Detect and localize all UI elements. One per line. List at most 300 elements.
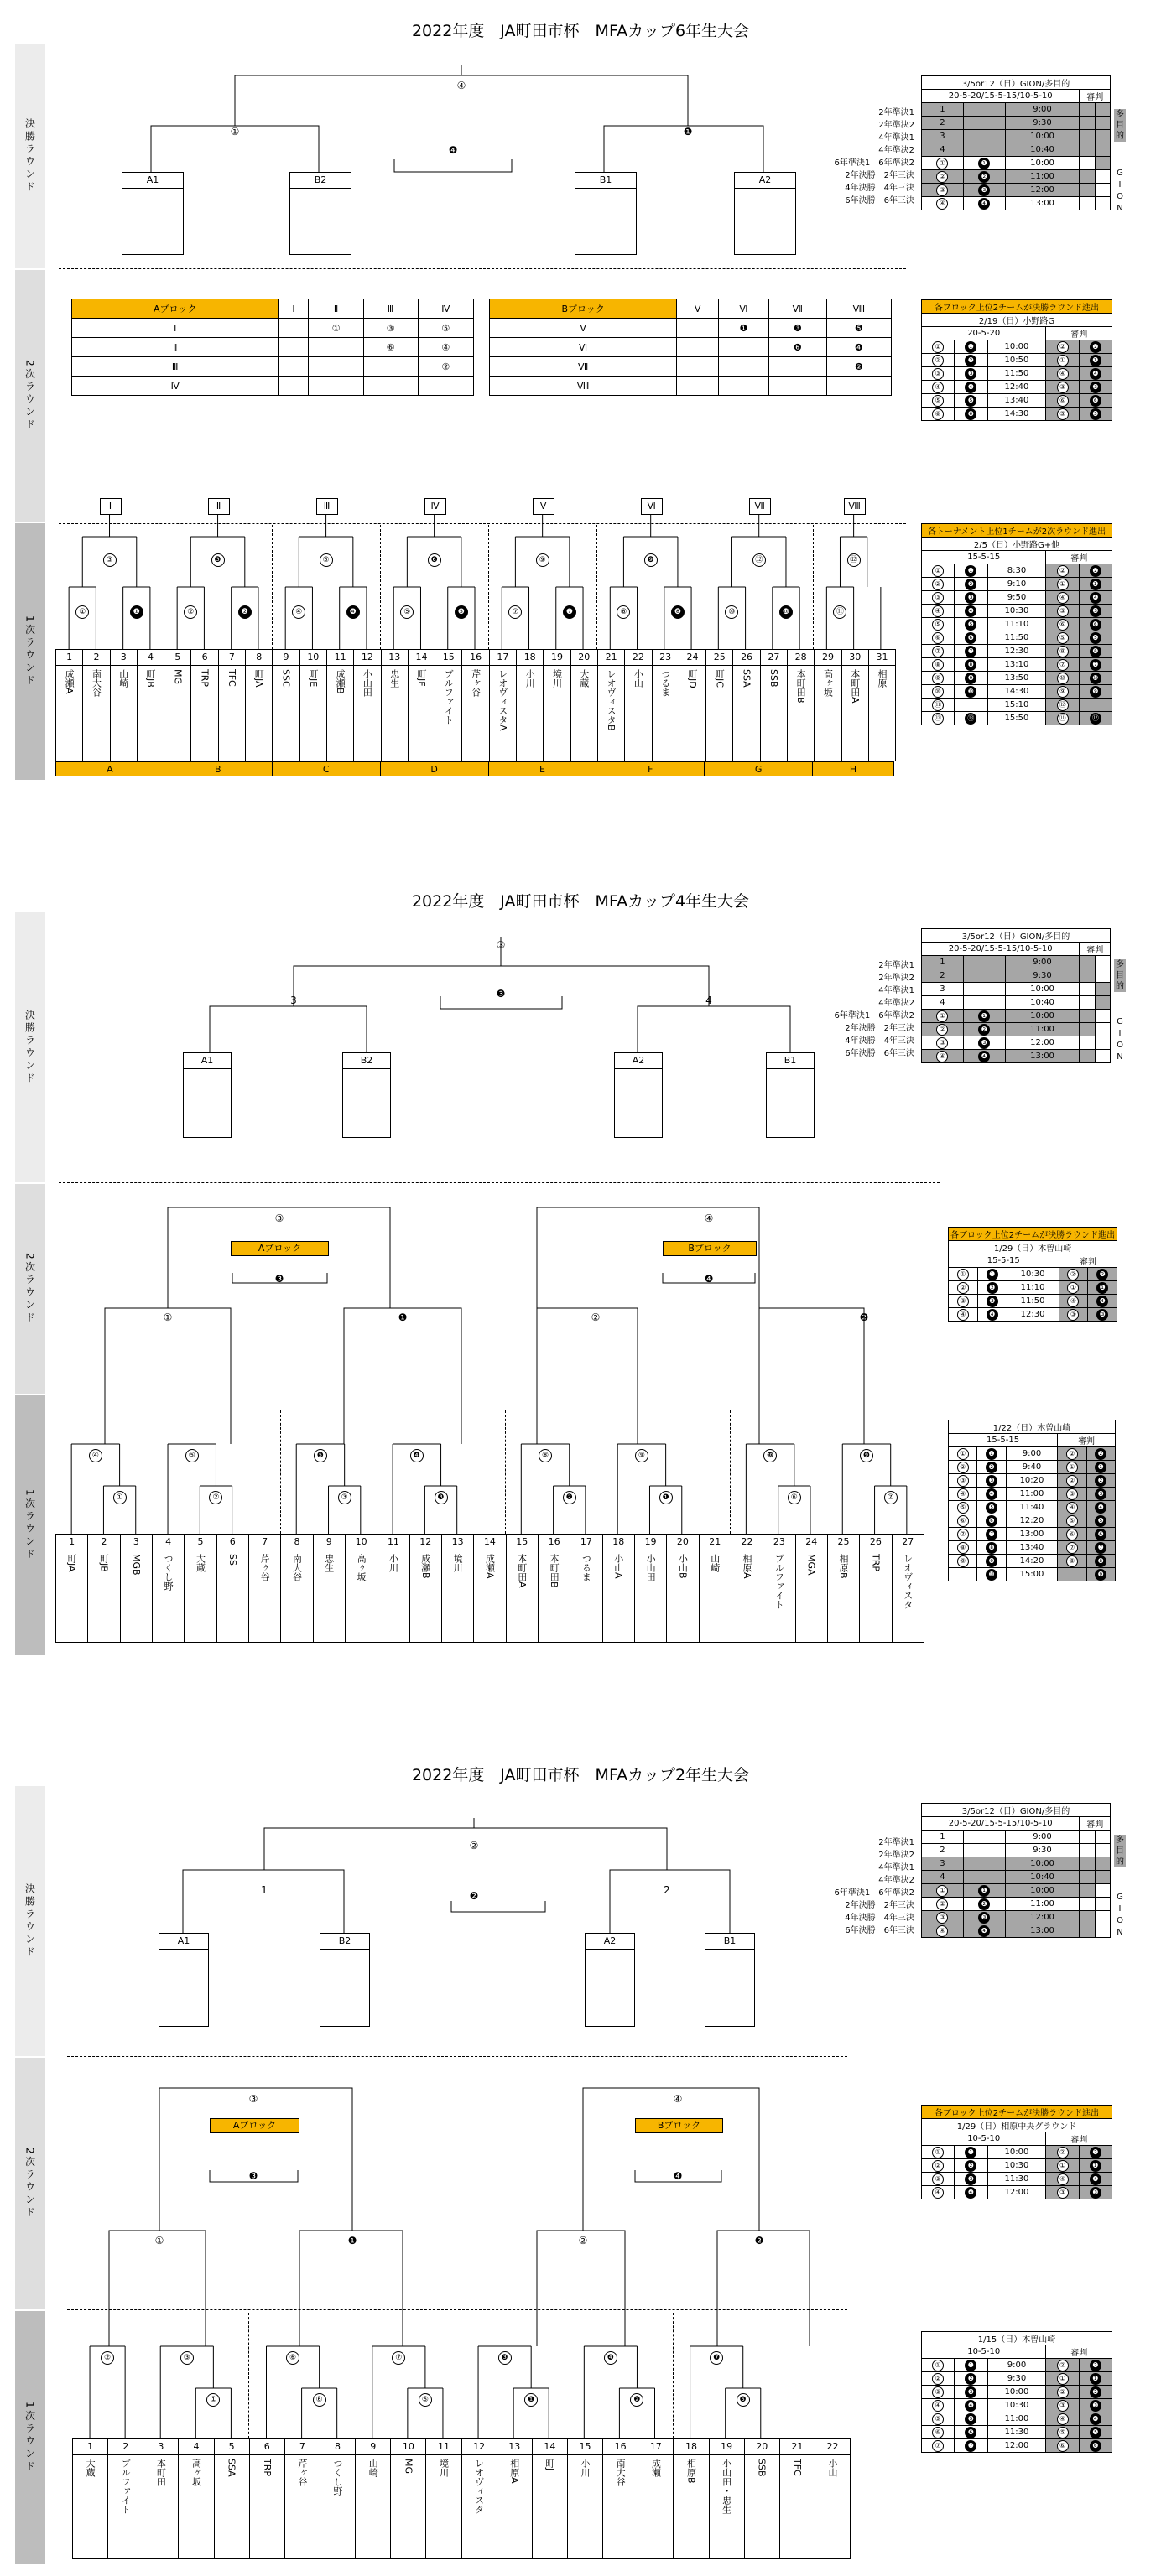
team-cell: [285, 2439, 320, 2558]
team-cell: [603, 1535, 635, 1642]
team-number: 7: [249, 1535, 280, 1550]
pool-match: ⑥: [788, 1491, 801, 1504]
team-cell: [462, 650, 489, 761]
pool-match-final: ❹: [604, 2351, 617, 2365]
round1-schedule-4: 1/22（日）木曽山崎 15-5-15 審判 ① ❶ 9:00 ② ❷ ② ❷ 9:40 ① ❶ ③ ❸ 10:20 ② ❷ ④ ❹ 11:00 ③ ❸ ⑤ ❺ 11:40 ④ ❹ ⑥ ❻ 12:20 ⑤ ❺ ⑦ ❼ 13:00 ⑥ ❻ ⑧ ❽ 13:40 ⑦ ❼ ⑨ ❾ 14:20 ⑧ ❽ ❿ 15:00 ❾: [948, 1420, 1116, 1581]
team-cell: [108, 2439, 143, 2558]
team-name: つくし野: [332, 2459, 344, 2496]
team-name: MG: [172, 669, 184, 685]
team-name: 山崎: [367, 2459, 379, 2477]
pool-match-final: ③: [180, 2351, 194, 2365]
r2-a-left: ①: [163, 1311, 173, 1323]
schedule-row: ⑫ ⑬ 15:50 ⑪ ⑫: [922, 712, 1112, 725]
team-cell: [88, 1535, 120, 1642]
team-cell: [544, 650, 570, 761]
team-cell: [635, 1535, 667, 1642]
team-number: 14: [533, 2439, 567, 2455]
pool-match: ⑩: [725, 605, 738, 619]
team-number: 23: [763, 1535, 794, 1550]
group-label: E: [489, 761, 597, 776]
team-name: SSC: [280, 669, 292, 688]
final-left-label: 1: [261, 1884, 268, 1896]
venue-side-label-6b: G I O N: [1117, 169, 1123, 213]
team-number: 14: [409, 650, 435, 666]
team-cell: [733, 650, 760, 761]
schedule-row: ⑦ ❼ 13:00 ⑥ ❻: [949, 1528, 1116, 1541]
team-cell: [731, 1535, 763, 1642]
final-top-label: ③: [496, 939, 506, 951]
team-number: 20: [571, 650, 597, 666]
team-number: 15: [435, 650, 461, 666]
group-label: B: [164, 761, 273, 776]
schedule-row: ① ❶ 9:00 ② ❷: [949, 1447, 1116, 1461]
block-a-tag: Aブロック: [231, 1241, 329, 1256]
pool-match-final: ③: [103, 553, 117, 567]
team-number: 4: [179, 2439, 213, 2455]
team-cell: [598, 650, 625, 761]
team-number: 23: [653, 650, 679, 666]
team-name: 小山田: [362, 669, 373, 697]
team-name: レオヴィスタB: [606, 669, 617, 731]
pool-match: ①: [206, 2393, 220, 2407]
team-cell: [625, 650, 652, 761]
team-cell: [377, 1535, 409, 1642]
team-number: 21: [700, 1535, 731, 1550]
team-name: 町JB: [145, 669, 157, 688]
pool-match-final: ❻: [428, 553, 441, 567]
team-row-2: [72, 2438, 851, 2559]
team-number: 9: [356, 2439, 390, 2455]
final-slot-a1: A1: [183, 1052, 232, 1138]
r2-a-top: ③: [274, 1213, 284, 1224]
team-cell: [327, 650, 354, 761]
team-name: 大蔵: [85, 2459, 96, 2477]
team-number: 10: [391, 2439, 425, 2455]
team-name: 町JC: [714, 669, 726, 688]
pool-match: ⑤: [419, 2393, 432, 2407]
team-name: 山崎: [709, 1554, 721, 1572]
team-name: 本町田: [155, 2459, 167, 2486]
round1-schedule-6: 各トーナメント上位1チームが2次ラウンド進出 2/5（日）小野路G+他 15-5-15 審判 ① ❶ 8:30 ② ❷ ② ❷ 9:10 ① ❶ ③ ❸ 9:50 ④ ❹ ④ ❹ 10:30 ③ ❸ ⑤ ❺ 11:10 ⑥ ❻ ⑥ ❻ 11:50 ⑤ ❺ ⑦ ❼ 12:30 ⑧ ❽ ⑧ ❽ 13:10 ⑦ ❼ ⑨ ❾ 13:50 ⑩ ❿ ⑩ ❿ 14:30 ⑨ ❾ ⑪ 15:10 ⑫ ⑫ ⑬ 15:50 ⑪ ⑫: [921, 523, 1112, 725]
team-cell: [83, 650, 110, 761]
venue-side-label-2: 多 目 的: [1116, 1836, 1124, 1867]
team-cell: [603, 2439, 638, 2558]
page-title-2nd: 2022年度 JA町田市杯 MFAカップ2年生大会: [411, 1766, 750, 1784]
team-number: 7: [219, 650, 245, 666]
team-name: 小川: [580, 2459, 591, 2477]
third-place-label: ❷: [469, 1890, 479, 1902]
team-name: 小山: [827, 2459, 839, 2477]
r2-b-right: ❷: [859, 1311, 869, 1323]
team-cell: [410, 1535, 442, 1642]
team-cell: [679, 650, 706, 761]
team-number: 21: [780, 2439, 815, 2455]
team-number: 13: [382, 650, 408, 666]
schedule-row: ⑦ ❼ 12:30 ⑧ ❽: [922, 645, 1112, 658]
schedule-row: ⑥ ❻ 11:30 ⑤ ❺: [922, 2426, 1112, 2439]
team-name: 芹ヶ谷: [296, 2459, 308, 2486]
team-number: 24: [679, 650, 705, 666]
team-number: 15: [507, 1535, 538, 1550]
team-name: 町JD: [686, 669, 698, 688]
team-number: 11: [377, 1535, 409, 1550]
team-cell: [164, 650, 191, 761]
r2-a-right: ❶: [398, 1311, 408, 1323]
team-cell: [638, 2439, 674, 2558]
team-cell: [346, 1535, 377, 1642]
pool-match-final: ⑧: [539, 1449, 552, 1462]
pool-match-final: ⑤: [185, 1449, 199, 1462]
team-number: 17: [638, 2439, 673, 2455]
section-2nd-grade: [0, 1753, 1161, 2574]
r2-b-left: ②: [591, 1311, 601, 1323]
team-cell: [73, 2439, 108, 2558]
team-cell: [249, 1535, 281, 1642]
pool-match-final: ⑨: [635, 1449, 648, 1462]
pool-match: ②: [209, 1491, 222, 1504]
schedule-round-labels-4: 2年準決1 2年準決2 4年準決1 4年準決2 6年準決1 6年準決2 2年決勝 2年三決 4年決勝 4年三決 6年決勝 6年三決: [834, 961, 914, 1058]
team-number: 13: [497, 2439, 532, 2455]
pool-match: ①: [75, 605, 89, 619]
r2-a-top: ③: [248, 2093, 258, 2105]
team-number: 18: [674, 2439, 708, 2455]
team-cell: [533, 2439, 568, 2558]
band-first-6: 1次ラウンド: [15, 523, 45, 780]
team-name: 成瀬: [650, 2459, 662, 2477]
schedule-row: ⑥ ❻ 12:20 ⑤ ❺: [949, 1514, 1116, 1528]
team-cell: [138, 650, 164, 761]
team-cell: [667, 1535, 699, 1642]
team-name: つるま: [580, 1554, 592, 1581]
pool-match-final: ❾: [860, 1449, 873, 1462]
schedule-row: ❿ 15:00 ❾: [949, 1568, 1116, 1581]
team-number: 19: [544, 650, 570, 666]
team-name: 境川: [438, 2459, 450, 2477]
pool-header: Ⅰ: [100, 498, 122, 515]
round2-schedule-4: 各ブロック上位2チームが決勝ラウンド進出 1/29（日）木曽山崎 15-5-15 審判 ① ❶ 10:30 ② ❷ ② ❷ 11:10 ① ❶ ③ ❸ 11:50 ④ ❹ ④ ❹ 12:30 ③ ❸: [948, 1227, 1117, 1322]
team-cell: [788, 650, 815, 761]
r2-b-third: ❹: [704, 1273, 714, 1285]
team-cell: [56, 1535, 88, 1642]
schedule-row: ⑩ ❿ 14:30 ⑨ ❾: [922, 685, 1112, 699]
third-place-label: ❸: [496, 988, 506, 1000]
team-cell: [246, 650, 273, 761]
pool-match: ④: [292, 605, 305, 619]
schedule-row: ⑪ 15:10 ⑫: [922, 699, 1112, 712]
pool-header: Ⅳ: [424, 498, 446, 515]
team-row-4: [55, 1534, 924, 1643]
pool-match-final: ❸: [211, 553, 225, 567]
group-label: H: [813, 761, 894, 776]
team-name: 忠生: [388, 669, 400, 688]
band-final-4: 決勝ラウンド: [15, 912, 45, 1182]
team-number: 21: [598, 650, 624, 666]
team-cell: [426, 2439, 461, 2558]
schedule-row: ⑧ ❽ 13:10 ⑦ ❼: [922, 658, 1112, 672]
schedule-row: ⑤ ❺ 11:40 ④ ❹: [949, 1501, 1116, 1514]
team-cell: [745, 2439, 780, 2558]
team-name: 相原A: [508, 2459, 520, 2484]
pool-match-final: ②: [101, 2351, 114, 2365]
team-name: つくし野: [163, 1554, 174, 1591]
team-cell: [215, 2439, 250, 2558]
team-cell: [217, 1535, 249, 1642]
r2-a-right: ❶: [347, 2235, 357, 2246]
team-name: SSB: [768, 669, 779, 688]
band-first-2: 1次ラウンド: [15, 2311, 45, 2564]
team-number: 1: [73, 2439, 107, 2455]
final-right-label: ❶: [683, 126, 693, 138]
team-name: 相原A: [742, 1554, 753, 1579]
schedule-row: ⑦ ❼ 12:00 ⑥ ❻: [922, 2439, 1112, 2453]
final-slot-b1: B1: [575, 172, 637, 255]
pool-match: ❼: [563, 605, 576, 619]
group-label: D: [381, 761, 489, 776]
team-cell: [815, 2439, 850, 2558]
team-name: 本町田B: [549, 1554, 560, 1588]
team-number: 5: [215, 2439, 249, 2455]
team-name: 相原: [877, 669, 888, 688]
team-name: レオヴィスタ: [473, 2459, 485, 2514]
team-cell: [462, 2439, 497, 2558]
team-name: つるま: [659, 669, 671, 697]
final-slot-a2: A2: [614, 1052, 663, 1138]
team-number: 17: [490, 650, 516, 666]
team-number: 22: [625, 650, 651, 666]
team-cell: [185, 1535, 216, 1642]
final-slot-a1: A1: [159, 1933, 209, 2027]
section-4th-grade: [0, 872, 1161, 1660]
team-name: TFC: [791, 2459, 803, 2476]
team-name: 町J: [544, 2459, 555, 2471]
pool-match-final: ❼: [710, 2351, 723, 2365]
team-number: 5: [164, 650, 190, 666]
group-label: C: [273, 761, 381, 776]
team-cell: [435, 650, 462, 761]
team-name: 小山: [633, 669, 644, 688]
team-number: 8: [281, 1535, 312, 1550]
pool-match: ❹: [346, 605, 360, 619]
final-left-label: ①: [230, 126, 240, 138]
team-name: TFC: [226, 669, 237, 687]
team-number: 12: [410, 1535, 441, 1550]
final-right-label: 4: [705, 995, 712, 1006]
team-name: ブルファイト: [773, 1554, 785, 1609]
team-number: 8: [320, 2439, 355, 2455]
team-cell: [409, 650, 435, 761]
team-number: 5: [185, 1535, 216, 1550]
final-schedule-table-6: 3/5or12（日）GION/多目的 20-5-20/15-5-15/10-5-10 審判 1 9:00 2 9:30 3 10:00 4 10:40 ① ❶ 10:00 ② ❷ 11:00 ③ ❸ 12:00 ④ ❹ 13:00: [921, 75, 1111, 210]
team-number: 14: [474, 1535, 505, 1550]
team-number: 26: [860, 1535, 891, 1550]
team-number: 3: [143, 2439, 178, 2455]
schedule-round-labels-2: 2年準決1 2年準決2 4年準決1 4年準決2 6年準決1 6年準決2 2年決勝 2年三決 4年決勝 4年三決 6年決勝 6年三決: [834, 1838, 914, 1935]
team-cell: [320, 2439, 356, 2558]
team-name: 町JF: [416, 669, 427, 687]
team-number: 30: [842, 650, 868, 666]
team-number: 29: [815, 650, 841, 666]
schedule-round-labels-6: 2年準決1 2年準決2 4年準決1 4年準決2 6年準決1 6年準決2 2年決勝 2年三決 4年決勝 4年三決 6年決勝 6年三決: [834, 108, 914, 205]
schedule-row: ② ❷ 9:40 ① ❶: [949, 1461, 1116, 1474]
team-cell: [474, 1535, 506, 1642]
team-name: 成瀬A: [484, 1554, 496, 1579]
team-number: 12: [354, 650, 380, 666]
block-a-tag: Aブロック: [210, 2118, 299, 2133]
team-name: SSA: [226, 2459, 237, 2477]
team-name: レオヴィスタA: [497, 669, 508, 731]
team-name: 成瀬B: [419, 1554, 431, 1579]
pool-match-final: ⑥: [320, 553, 333, 567]
team-cell: [539, 1535, 570, 1642]
team-name: 小川: [388, 1554, 399, 1572]
pool-match: ❷: [238, 605, 252, 619]
block-b-grid: Bブロック Ⅴ Ⅵ Ⅶ Ⅷ Ⅴ ❶ ❸ ❺ Ⅵ ❻ ❹ Ⅶ ❷ Ⅷ: [489, 299, 892, 396]
pool-match: ❶: [659, 1491, 673, 1504]
r2-b-third: ❹: [673, 2170, 683, 2182]
team-number: 10: [346, 1535, 377, 1550]
team-name: 境川: [452, 1554, 464, 1572]
team-number: 4: [138, 650, 164, 666]
team-cell: [653, 650, 679, 761]
team-name: 境川: [551, 669, 563, 688]
team-number: 19: [635, 1535, 666, 1550]
final-right-label: 2: [664, 1884, 670, 1896]
team-cell: [442, 1535, 474, 1642]
team-number: 25: [706, 650, 732, 666]
band-second-4: 2次ラウンド: [15, 1184, 45, 1394]
pool-match-final: ⑫: [752, 553, 766, 567]
team-number: 13: [442, 1535, 473, 1550]
pool-match: ⑪: [833, 605, 846, 619]
team-name: 小川: [524, 669, 536, 688]
team-number: 10: [300, 650, 326, 666]
final-slot-b1: B1: [705, 1933, 755, 2027]
schedule-row: ④ ❹ 10:30 ③ ❸: [922, 605, 1112, 618]
third-place-label: ❹: [448, 144, 458, 156]
team-name: 町JA: [253, 669, 265, 688]
team-name: 高ヶ坂: [190, 2459, 202, 2486]
final-slot-a1: A1: [122, 172, 184, 255]
team-name: TRP: [199, 669, 211, 687]
team-cell: [507, 1535, 539, 1642]
team-cell: [314, 1535, 346, 1642]
pool-match-final: ❺: [314, 1449, 327, 1462]
team-number: 7: [285, 2439, 320, 2455]
team-number: 27: [893, 1535, 924, 1550]
team-cell: [191, 650, 218, 761]
team-cell: [710, 2439, 745, 2558]
team-name: ブルファイト: [443, 669, 455, 724]
team-name: 小山田・忠生: [721, 2459, 732, 2514]
team-cell: [869, 650, 895, 761]
team-number: 6: [250, 2439, 284, 2455]
team-cell: [281, 1535, 313, 1642]
team-number: 9: [273, 650, 299, 666]
pool-header: Ⅷ: [844, 498, 866, 515]
pool-match-final: ❿: [763, 1449, 777, 1462]
team-cell: [706, 650, 733, 761]
team-name: 成瀬B: [335, 669, 346, 694]
pool-match: ❷: [563, 1491, 576, 1504]
final-left-label: 3: [290, 995, 297, 1006]
team-number: 26: [733, 650, 759, 666]
team-name: 南大谷: [91, 669, 102, 697]
team-number: 11: [426, 2439, 461, 2455]
r2-a-third: ❸: [274, 1273, 284, 1285]
team-cell: [219, 650, 246, 761]
band-second-2: 2次ラウンド: [15, 2058, 45, 2309]
team-cell: [842, 650, 869, 761]
final-schedule-table-4: 3/5or12（日）GION/多目的 20-5-20/15-5-15/10-5-10 審判 1 9:00 2 9:30 3 10:00 4 10:40 ① ❶ 10:00 ② ❷ 11:00 ③ ❸ 12:00 ④ ❹ 13:00: [921, 928, 1111, 1063]
team-cell: [568, 2439, 603, 2558]
team-name: 小山田: [645, 1554, 657, 1581]
team-cell: [815, 650, 841, 761]
team-name: MG: [403, 2459, 414, 2475]
team-name: 相原B: [838, 1554, 850, 1579]
r2-b-top: ④: [673, 2093, 683, 2105]
group-label: G: [705, 761, 813, 776]
team-number: 12: [462, 2439, 497, 2455]
pool-match: ❿: [779, 605, 793, 619]
schedule-row: ⑤ ❺ 11:00 ④ ❹: [922, 2412, 1112, 2426]
team-number: 28: [788, 650, 814, 666]
block-b-tag: Bブロック: [663, 1241, 757, 1256]
page-title-6th: 2022年度 JA町田市杯 MFAカップ6年生大会: [411, 22, 750, 40]
pool-match-final: ⑫: [847, 553, 861, 567]
final-slot-a2: A2: [585, 1933, 635, 2027]
team-number: 17: [570, 1535, 601, 1550]
team-cell: [893, 1535, 924, 1642]
team-number: 3: [111, 650, 137, 666]
band-final-6: 決勝ラウンド: [15, 44, 45, 268]
pool-match-final: ❹: [410, 1449, 424, 1462]
final-slot-a2: A2: [734, 172, 796, 255]
team-name: ブルファイト: [120, 2459, 132, 2514]
pool-match: ①: [113, 1491, 127, 1504]
team-name: SSB: [756, 2459, 768, 2477]
team-number: 6: [217, 1535, 248, 1550]
team-name: 小山A: [612, 1554, 624, 1579]
team-number: 22: [815, 2439, 850, 2455]
team-name: TRP: [261, 2459, 273, 2476]
team-cell: [143, 2439, 179, 2558]
team-number: 15: [568, 2439, 602, 2455]
schedule-row: ① ❶ 8:30 ② ❷: [922, 564, 1112, 578]
page-title-4th: 2022年度 JA町田市杯 MFAカップ4年生大会: [411, 892, 750, 911]
block-a-grid: Aブロック Ⅰ Ⅱ Ⅲ Ⅳ Ⅰ ① ③ ⑤ Ⅱ ⑥ ④ Ⅲ ② Ⅳ: [71, 299, 474, 396]
pool-match: ②: [184, 605, 197, 619]
team-number: 16: [462, 650, 488, 666]
team-name: 大蔵: [578, 669, 590, 688]
schedule-row: ④ ❹ 10:30 ③ ❸: [922, 2399, 1112, 2412]
team-name: MGA: [805, 1554, 817, 1576]
team-name: 本町田A: [516, 1554, 528, 1588]
pool-match: ❺: [455, 605, 468, 619]
group-row-6: [55, 761, 894, 776]
round1-schedule-2: 1/15（日）木曽山崎 10-5-10 審判 ① ❶ 9:00 ② ❷ ② ❷ 9:30 ① ❶ ③ ❸ 10:00 ② ❷ ④ ❹ 10:30 ③ ❸ ⑤ ❺ 11:00 ④ ❹ ⑥ ❻ 11:30 ⑤ ❺ ⑦ ❼ 12:00 ⑥ ❻: [921, 2331, 1112, 2453]
team-number: 20: [745, 2439, 779, 2455]
schedule-row: ⑤ ❺ 11:10 ⑥ ❻: [922, 618, 1112, 631]
team-name: 本町田A: [849, 669, 861, 704]
team-cell: [780, 2439, 815, 2558]
final-slot-b2: B2: [289, 172, 351, 255]
team-cell: [356, 2439, 391, 2558]
schedule-row: ③ ❸ 9:50 ④ ❹: [922, 591, 1112, 605]
team-cell: [179, 2439, 214, 2558]
r2-b-left: ②: [578, 2235, 588, 2246]
team-cell: [121, 1535, 153, 1642]
final-top-label: ②: [469, 1840, 479, 1852]
